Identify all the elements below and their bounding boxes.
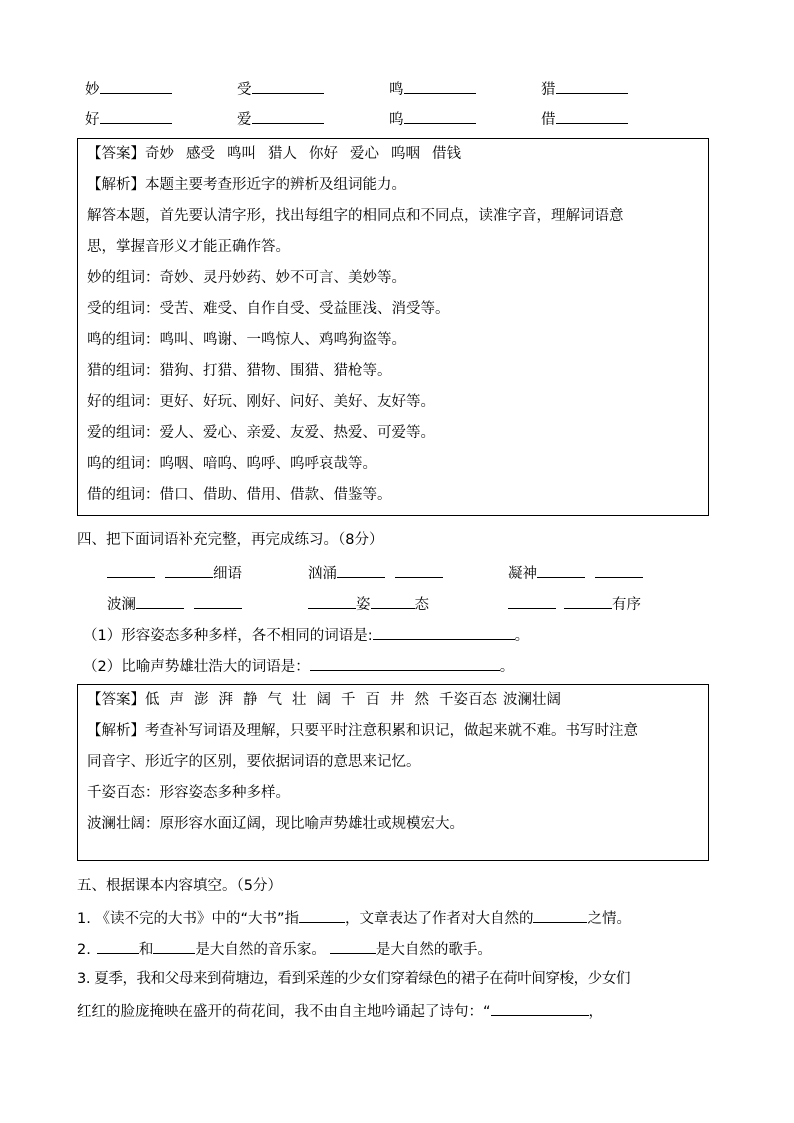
answer-item: 千姿百态 — [439, 692, 497, 708]
blank[interactable] — [153, 938, 195, 954]
answer-item: 你好 — [309, 146, 338, 162]
answer-item: 感受 — [186, 146, 215, 162]
blank[interactable] — [556, 108, 628, 124]
answer-line — [87, 144, 461, 164]
blank[interactable] — [371, 593, 415, 609]
blank[interactable] — [252, 78, 324, 94]
explanation-line: 波澜壮阔：原形容水面辽阔，现比喻声势雄壮或规模宏大。 — [87, 816, 464, 832]
char-ai: 爱 — [237, 112, 252, 128]
answer-item: 壮 — [292, 692, 307, 708]
answer-item: 然 — [414, 692, 429, 708]
blank[interactable] — [556, 78, 628, 94]
analysis-text: 考查补写词语及理解，只要平时注意积累和识记，做起来就不难。书写时注意 — [145, 723, 638, 739]
word-prefix: 汹涌 — [308, 566, 337, 582]
answer-item: 鸣叫 — [227, 146, 256, 162]
explanation-line: 呜的组词：呜咽、喑呜、呜呼、呜呼哀哉等。 — [87, 456, 377, 472]
analysis-label: 【解析】 — [87, 723, 145, 739]
blank[interactable] — [136, 593, 184, 609]
blank[interactable] — [299, 907, 345, 923]
blank[interactable] — [404, 78, 476, 94]
answer-item: 阔 — [316, 692, 331, 708]
question-5-2 — [77, 938, 492, 960]
question-text: 红红的脸庞掩映在盛开的荷花间，我不由自主地吟诵起了诗句：“ — [77, 1004, 491, 1020]
explanation-line: 千姿百态：形容姿态多种多样。 — [87, 785, 290, 801]
answer-item: 湃 — [218, 692, 233, 708]
explanation-line: 思，掌握音形义才能正确作答。 — [87, 239, 290, 255]
char-miao: 妙 — [85, 82, 100, 98]
explanation-line: 借的组词：借口、借助、借用、借款、借鉴等。 — [87, 487, 392, 503]
blank[interactable] — [194, 593, 242, 609]
question-text: ， — [588, 1004, 604, 1020]
question-5-3-line-1: 3. 夏季，我和父母来到荷塘边，看到采莲的少女们穿着绿色的裙子在荷叶间穿梭，少女们 — [77, 971, 631, 987]
explanation-line: 解答本题，首先要认清字形，找出每组字的相同点和不同点，读准字音，理解词语意 — [87, 208, 624, 224]
answer-item: 静 — [243, 692, 258, 708]
word-mid: 态 — [414, 597, 429, 613]
question-text: 是大自然的歌手。 — [375, 942, 492, 958]
blank[interactable] — [508, 593, 556, 609]
blank[interactable] — [308, 593, 356, 609]
blank[interactable] — [107, 562, 155, 578]
word-suffix: 细语 — [213, 566, 242, 582]
answer-item: 井 — [390, 692, 405, 708]
word-prefix: 凝神 — [508, 566, 537, 582]
question-text: 和 — [138, 942, 154, 958]
answer-item: 低 — [145, 692, 160, 708]
answer-item: 奇妙 — [145, 146, 174, 162]
period: 。 — [514, 628, 530, 644]
blank[interactable] — [373, 624, 515, 640]
section-5-title: 五、根据课本内容填空。（5分） — [77, 878, 282, 894]
word-suffix: 有序 — [612, 597, 641, 613]
blank[interactable] — [100, 108, 172, 124]
answer-item: 呜咽 — [391, 146, 420, 162]
analysis-text: 本题主要考查形近字的辨析及组词能力。 — [145, 177, 406, 193]
explanation-line: 妙的组词：奇妙、灵丹妙药、妙不可言、美妙等。 — [87, 270, 406, 286]
char-wu: 呜 — [389, 112, 404, 128]
char-lie: 猎 — [541, 82, 556, 98]
answer-item: 猎人 — [268, 146, 297, 162]
question-text: 1. 《读不完的大书》中的“大书”指 — [77, 911, 299, 927]
question-5-3-line-2 — [77, 1000, 603, 1022]
analysis-line — [87, 721, 638, 741]
explanation-line: 猎的组词：猎狗、打猎、猎物、围猎、猎枪等。 — [87, 363, 392, 379]
blank[interactable] — [595, 562, 643, 578]
question-4-2 — [83, 655, 514, 677]
blank[interactable] — [165, 562, 213, 578]
question-text: （2）比喻声势雄壮浩大的词语是： — [83, 659, 310, 675]
blank[interactable] — [564, 593, 612, 609]
question-number: 2. — [77, 942, 91, 958]
blank[interactable] — [533, 907, 587, 923]
blank[interactable] — [395, 562, 443, 578]
analysis-label: 【解析】 — [87, 177, 145, 193]
char-jie: 借 — [541, 112, 556, 128]
question-4-1 — [83, 624, 529, 646]
word-prefix: 波澜 — [107, 597, 136, 613]
period: 。 — [499, 659, 515, 675]
explanation-line: 爱的组词：爱人、爱心、亲爱、友爱、热爱、可爱等。 — [87, 425, 435, 441]
answer-label: 【答案】 — [87, 692, 145, 708]
question-text: ，文章表达了作者对大自然的 — [344, 911, 534, 927]
question-text: 之情。 — [587, 911, 631, 927]
answer-box-1 — [77, 138, 709, 516]
explanation-line: 受的组词：受苦、难受、自作自受、受益匪浅、消受等。 — [87, 301, 450, 317]
blank[interactable] — [337, 562, 385, 578]
explanation-line: 鸣的组词：鸣叫、鸣谢、一鸣惊人、鸡鸣狗盗等。 — [87, 332, 406, 348]
blank[interactable] — [404, 108, 476, 124]
answer-box-2 — [77, 684, 709, 861]
explanation-line: 好的组词：更好、好玩、刚好、问好、美好、友好等。 — [87, 394, 435, 410]
answer-line — [87, 690, 561, 710]
section-4-title: 四、把下面词语补充完整，再完成练习。（8分） — [77, 532, 384, 548]
answer-item: 气 — [267, 692, 282, 708]
blank[interactable] — [310, 655, 500, 671]
char-shou: 受 — [237, 82, 252, 98]
answer-label: 【答案】 — [87, 146, 145, 162]
question-text: （1）形容姿态多种多样，各不相同的词语是: — [83, 628, 373, 644]
blank[interactable] — [100, 78, 172, 94]
answer-item: 澎 — [194, 692, 209, 708]
answer-item: 声 — [169, 692, 184, 708]
char-ming: 鸣 — [389, 82, 404, 98]
char-hao: 好 — [85, 112, 100, 128]
blank[interactable] — [252, 108, 324, 124]
blank[interactable] — [537, 562, 585, 578]
answer-item: 波澜壮阔 — [503, 692, 561, 708]
question-5-1 — [77, 907, 631, 929]
answer-item: 百 — [365, 692, 380, 708]
explanation-line: 同音字、形近字的区别，要依据词语的意思来记忆。 — [87, 754, 421, 770]
answer-item: 爱心 — [350, 146, 379, 162]
word-mid: 姿 — [356, 597, 371, 613]
blank[interactable] — [330, 938, 376, 954]
answer-item: 千 — [341, 692, 356, 708]
blank[interactable] — [97, 938, 139, 954]
answer-item: 借钱 — [432, 146, 461, 162]
question-text: 是大自然的音乐家。 — [195, 942, 326, 958]
blank[interactable] — [491, 1000, 589, 1016]
analysis-line — [87, 175, 406, 195]
